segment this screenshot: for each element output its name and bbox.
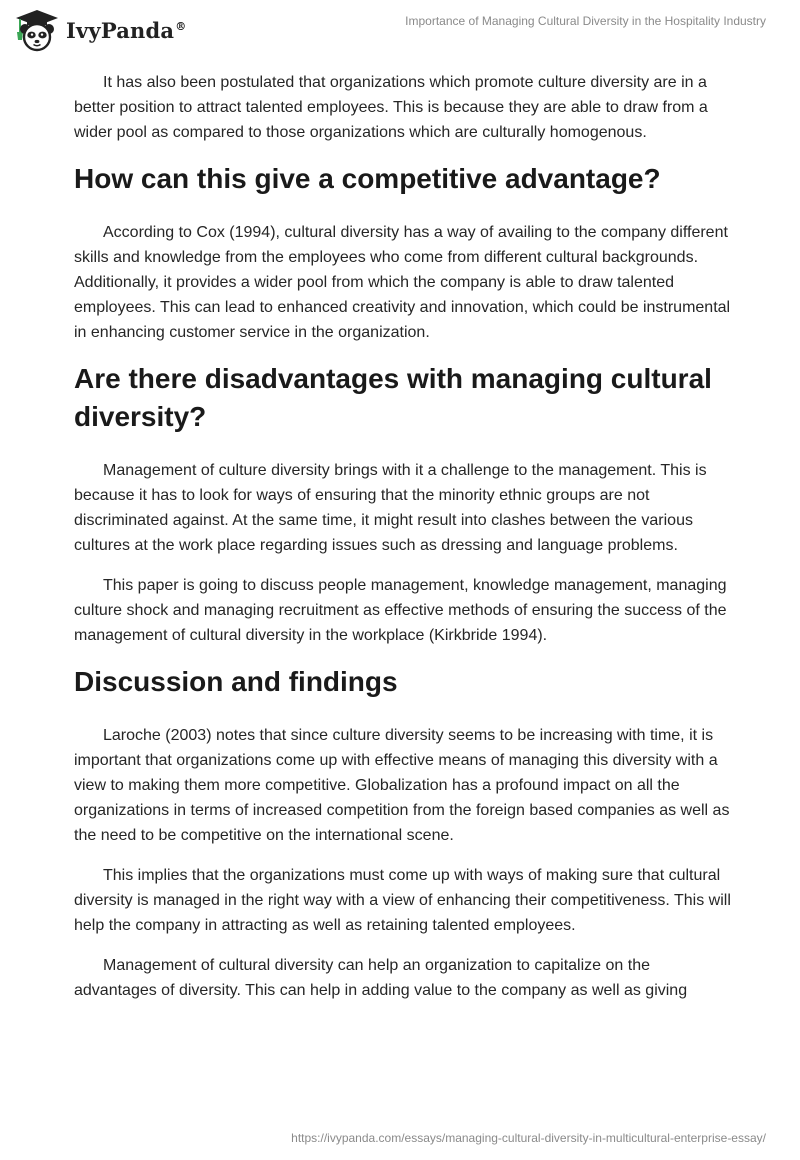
paragraph-5: Laroche (2003) notes that since culture diversity seems to be increasing with time, it is important that organizations come up with effective means of managing this diversity with a view to making them more competitive. Globalization has a profound impact on all the organizations in terms of increased competition from the foreign based companies as well as the need to be competitive on the international scene. xyxy=(74,727,730,844)
paragraph-1: It has also been postulated that organizations which promote culture diversity are in a better position to attract talented employees. This is because they are able to draw from a wider pool as compared to those organizations which are culturally homogenous. xyxy=(74,74,708,141)
paragraph-3: Management of culture diversity brings with it a challenge to the management. This is because it has to look for ways of ensuring that the minority ethnic groups are not discriminated against. At the same time, it might result into clashes between the various cultures at the work place regarding issues such as dressing and language problems. xyxy=(74,462,707,554)
heading-discussion-findings: Discussion and findings xyxy=(74,666,398,697)
document-title: Importance of Managing Cultural Diversity in the Hospitality Industry xyxy=(405,14,766,28)
essay-body xyxy=(74,70,734,1018)
source-url[interactable]: https://ivypanda.com/essays/managing-cultural-diversity-in-multicultural-enterprise-essay/ xyxy=(291,1131,766,1145)
heading-disadvantages: Are there disadvantages with managing cultural diversity? xyxy=(74,363,712,432)
paragraph-4: This paper is going to discuss people management, knowledge management, managing culture shock and managing recruitment as effective methods of ensuring the success of the management of cultural diversity in the workplace (Kirkbride 1994). xyxy=(74,577,727,644)
paragraph-2: According to Cox (1994), cultural diversity has a way of availing to the company different skills and knowledge from the employees who come from different cultural backgrounds. Additionally, it provides a wider pool from which the company is able to draw talented employees. This can lead to enhanced creativity and innovation, which could be instrumental in enhancing customer service in the organization. xyxy=(74,224,731,341)
ivypanda-logo[interactable] xyxy=(14,8,186,52)
paragraph-7: Management of cultural diversity can help an organization to capitalize on the advantages of diversity. This can help in adding value to the company as well as giving xyxy=(74,957,688,999)
paragraph-6: This implies that the organizations must come up with ways of making sure that cultural diversity is managed in the right way with a view of enhancing their competitiveness. This will help the company in attracting as well as retaining talented employees. xyxy=(74,867,731,934)
page-header xyxy=(0,0,800,64)
panda-graduate-icon xyxy=(14,8,60,52)
logo-wordmark: IvyPanda® xyxy=(66,17,187,43)
heading-competitive-advantage: How can this give a competitive advantage? xyxy=(74,163,661,194)
registered-mark: ® xyxy=(175,19,187,33)
